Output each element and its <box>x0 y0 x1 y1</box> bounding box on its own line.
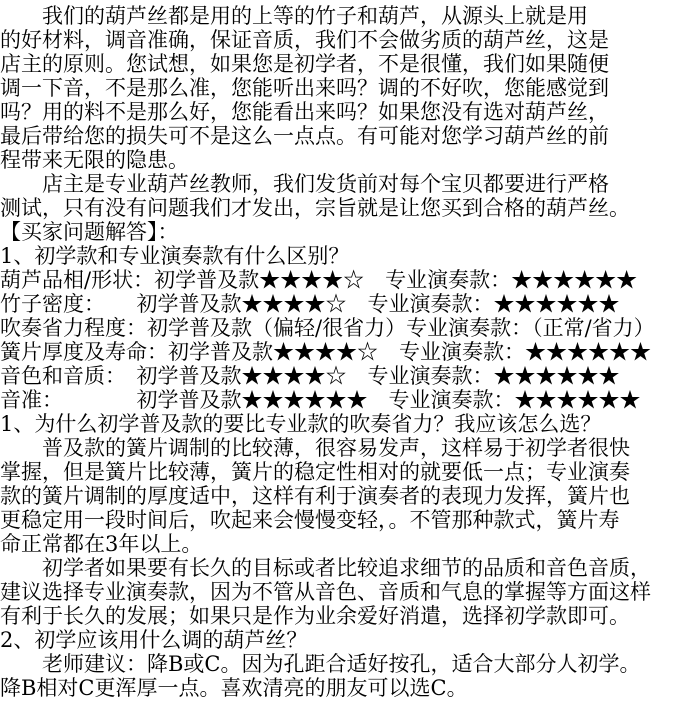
text-line: 程带来无限的隐患。 <box>0 148 189 172</box>
text-line: 更稳定用一段时间后，吹起来会慢慢变轻，。不管那种款式，簧片寿 <box>0 508 620 532</box>
text-line: 调一下音，不是那么准，您能听出来吗？调的不好吹，您能感觉到 <box>0 76 609 100</box>
text-line: 普及款的簧片调制的比较薄，很容易发声，这样易于初学者很快 <box>0 436 630 460</box>
text-line: 店主是专业葫芦丝教师，我们发货前对每个宝贝都要进行严格 <box>0 172 609 196</box>
text-line: 测试，只有没有问题我们才发出，宗旨就是让您买到合格的葫芦丝。 <box>0 196 630 220</box>
text-line: 建议选择专业演奏款，因为不管从音色、音质和气息的掌握等方面这样 <box>0 580 651 604</box>
text-line: 降B相对C更浑厚一点。喜欢清亮的朋友可以选C。 <box>0 676 468 700</box>
question-heading: 1、初学款和专业演奏款有什么区别？ <box>0 244 350 268</box>
question-heading: 2、初学应该用什么调的葫芦丝？ <box>0 628 308 652</box>
text-line: 命正常都在3年以上。 <box>0 532 203 556</box>
comparison-row: 音准： 初学普及款★★★★★★ 专业演奏款：★★★★★★ <box>0 388 641 412</box>
text-line: 我们的葫芦丝都是用的上等的竹子和葫芦，从源头上就是用 <box>0 4 588 28</box>
comparison-row: 音色和音质： 初学普及款★★★★☆ 专业演奏款：★★★★★★ <box>0 364 620 388</box>
text-line: 初学者如果要有长久的目标或者比较追求细节的品质和音色音质， <box>0 556 651 580</box>
text-line: 店主的原则。您试想，如果您是初学者，不是很懂，我们如果随便 <box>0 52 609 76</box>
text-line: 老师建议：降B或C。因为孔距合适好按孔，适合大部分人初学。 <box>0 652 641 676</box>
comparison-row: 葫芦品相/形状：初学普及款★★★★☆ 专业演奏款：★★★★★★ <box>0 268 638 292</box>
text-line: 款的簧片调制的厚度适中，这样有利于演奏者的表现力发挥，簧片也 <box>0 484 630 508</box>
comparison-row: 竹子密度： 初学普及款★★★★☆ 专业演奏款：★★★★★★ <box>0 292 620 316</box>
comparison-row: 簧片厚度及寿命：初学普及款★★★★☆ 专业演奏款：★★★★★★ <box>0 340 651 364</box>
text-line: 掌握，但是簧片比较薄，簧片的稳定性相对的就要低一点；专业演奏 <box>0 460 630 484</box>
text-line: 吗？用的料不是那么好，您能看出来吗？如果您没有选对葫芦丝， <box>0 100 609 124</box>
comparison-row: 吹奏省力程度：初学普及款（偏轻/很省力）专业演奏款：（正常/省力） <box>0 316 655 340</box>
text-line: 有利于长久的发展；如果只是作为业余爱好消遣，选择初学款即可。 <box>0 604 630 628</box>
question-heading: 1、为什么初学普及款的要比专业款的吹奏省力？我应该怎么选？ <box>0 412 602 436</box>
text-line: 的好材料，调音准确，保证音质，我们不会做劣质的葫芦丝，这是 <box>0 28 609 52</box>
section-heading: 【买家问题解答】： <box>0 220 179 244</box>
text-line: 最后带给您的损失可不是这么一点点。有可能对您学习葫芦丝的前 <box>0 124 609 148</box>
